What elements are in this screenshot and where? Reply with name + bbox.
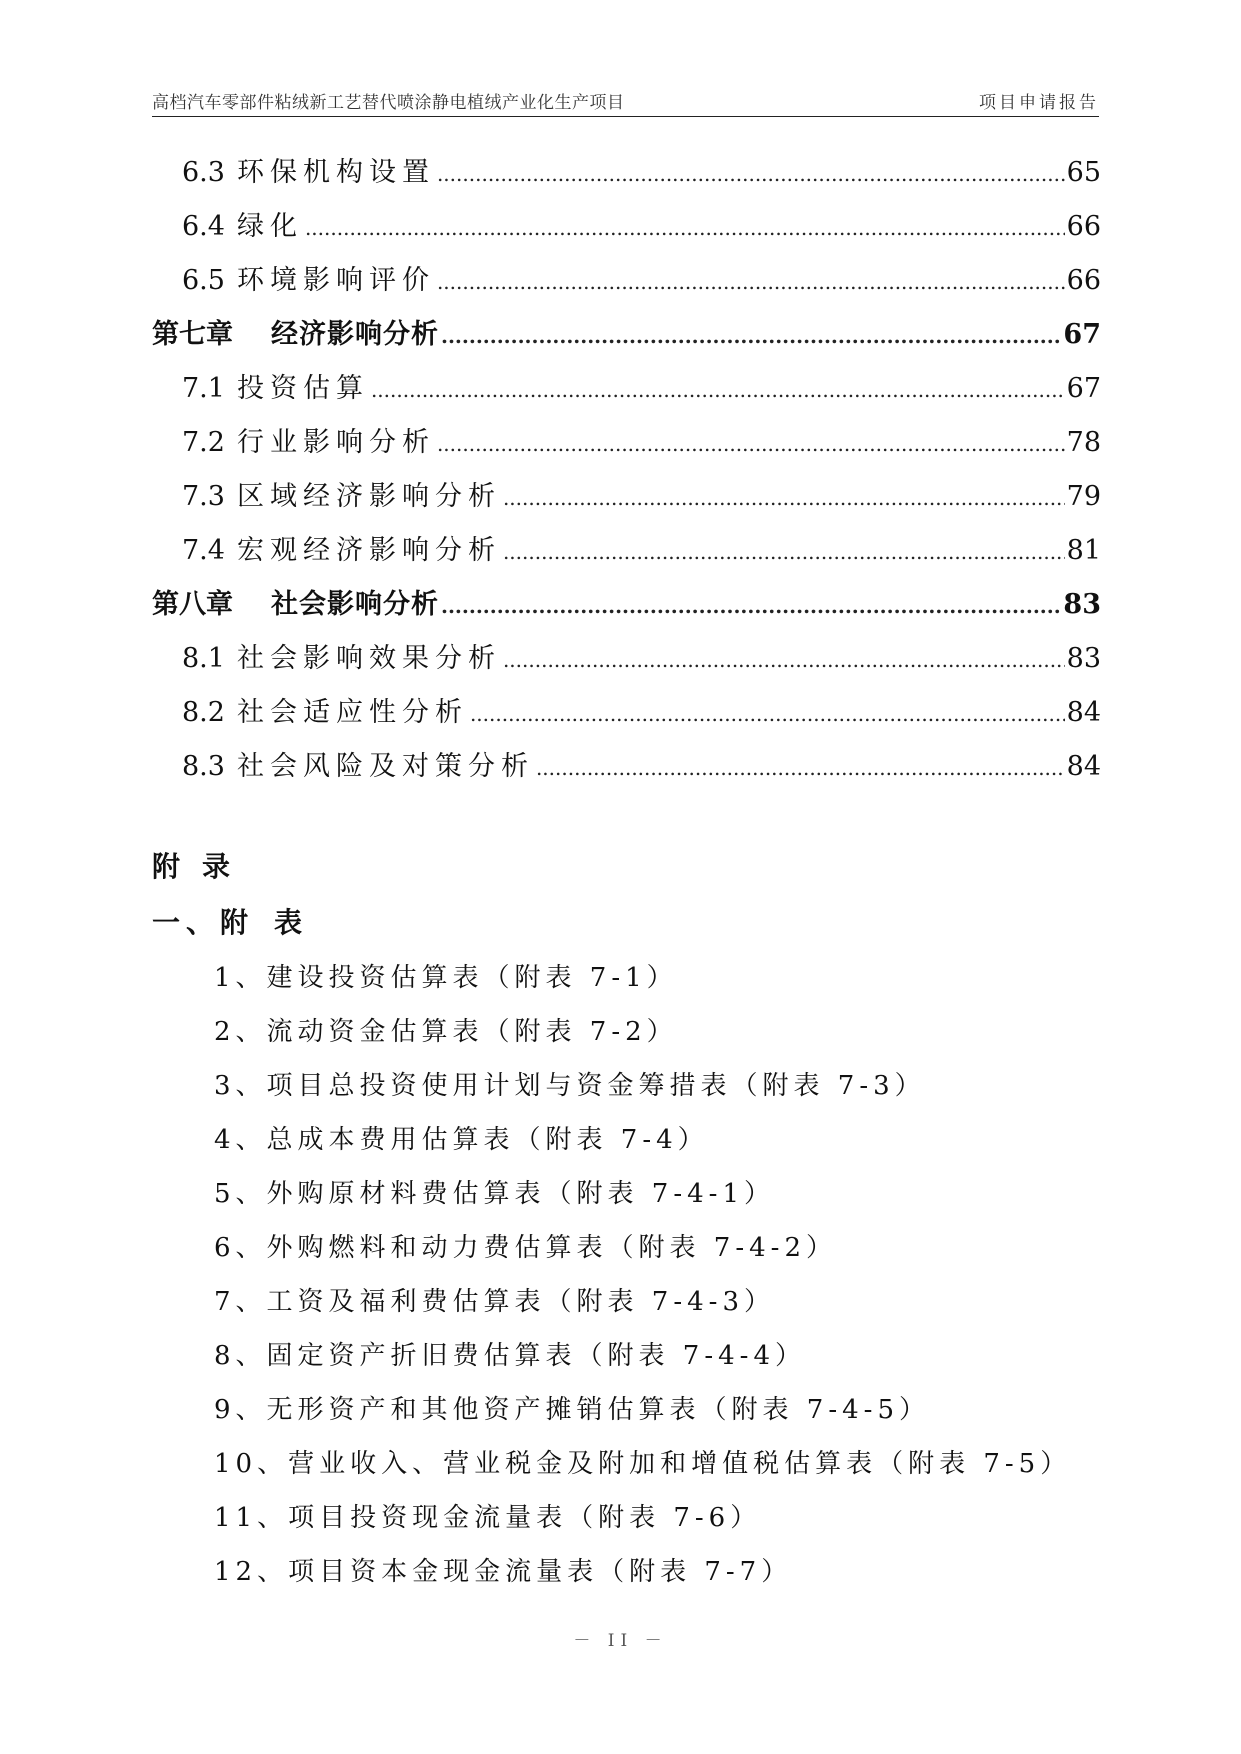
appendix-item-text: 6、外购燃料和动力费估算表（附表 7-4-2） xyxy=(214,1233,838,1263)
appendix-list xyxy=(152,957,1101,1605)
toc-entry-page: 79 xyxy=(1066,481,1101,512)
appendix-item[interactable] xyxy=(152,1335,1101,1389)
appendix-item-text: 1、建设投资估算表（附表 7-1） xyxy=(214,963,678,993)
toc-leader-dots xyxy=(305,216,1065,240)
toc-chapter-entry[interactable] xyxy=(152,582,1101,636)
toc-leader-dots xyxy=(470,702,1065,726)
toc-leader-dots xyxy=(503,648,1065,672)
toc-entry-number: 8.2 xyxy=(182,697,225,728)
toc-entry[interactable] xyxy=(152,636,1101,690)
appendix-item-text: 2、流动资金估算表（附表 7-2） xyxy=(214,1017,678,1047)
toc-entry[interactable] xyxy=(152,690,1101,744)
toc-entry-number: 6.3 xyxy=(182,157,225,188)
toc-entry[interactable] xyxy=(152,474,1101,528)
appendix-subheading-prefix: 一、 xyxy=(152,906,221,939)
appendix-item-text: 11、项目投资现金流量表（附表 7-6） xyxy=(214,1503,762,1533)
appendix-item-text: 3、项目总投资使用计划与资金筹措表（附表 7-3） xyxy=(214,1071,926,1101)
toc-leader-dots xyxy=(441,324,1061,348)
appendix-item-text: 10、营业收入、营业税金及附加和增值税估算表（附表 7-5） xyxy=(214,1449,1072,1479)
toc-entry-title: 绿化 xyxy=(236,211,303,242)
toc-entry[interactable] xyxy=(152,150,1101,204)
toc-chapter-label: 第七章 xyxy=(152,319,233,350)
toc-entry-number: 8.3 xyxy=(182,751,225,782)
toc-leader-dots xyxy=(441,594,1061,618)
toc-entry[interactable] xyxy=(152,528,1101,582)
toc-entry-number: 7.4 xyxy=(182,535,225,566)
toc-leader-dots xyxy=(503,486,1065,510)
toc-chapter-entry[interactable] xyxy=(152,312,1101,366)
toc-entry-title: 宏观经济影响分析 xyxy=(236,535,501,566)
toc-entry-number: 6.5 xyxy=(182,265,225,296)
toc-leader-dots xyxy=(437,432,1065,456)
appendix-item-text: 8、固定资产折旧费估算表（附表 7-4-4） xyxy=(214,1341,807,1371)
appendix-item[interactable] xyxy=(152,1389,1101,1443)
appendix-item[interactable] xyxy=(152,1497,1101,1551)
toc-entry-number: 7.1 xyxy=(182,373,225,404)
toc-entry-title: 社会适应性分析 xyxy=(236,697,468,728)
appendix-heading: 附录 xyxy=(152,850,253,883)
appendix-subheading xyxy=(152,901,1101,957)
toc-leader-dots xyxy=(503,540,1065,564)
toc-entry-page: 78 xyxy=(1066,427,1101,458)
appendix-item[interactable] xyxy=(152,1281,1101,1335)
appendix-item-text: 9、无形资产和其他资产摊销估算表（附表 7-4-5） xyxy=(214,1395,931,1425)
appendix-subheading-title: 附表 xyxy=(220,906,329,939)
toc-entry-page: 67 xyxy=(1063,319,1101,350)
toc-leader-dots xyxy=(536,756,1065,780)
appendix-item-text: 7、工资及福利费估算表（附表 7-4-3） xyxy=(214,1287,776,1317)
appendix-item-text: 12、项目资本金现金流量表（附表 7-7） xyxy=(214,1557,793,1587)
toc-entry-page: 65 xyxy=(1066,157,1101,188)
toc-chapter-title: 经济影响分析 xyxy=(271,319,439,350)
toc-entry-page: 84 xyxy=(1066,751,1101,782)
toc-entry[interactable] xyxy=(152,258,1101,312)
toc-entry-page: 67 xyxy=(1066,373,1101,404)
header-title: 高档汽车零部件粘绒新工艺替代喷涂静电植绒产业化生产项目 xyxy=(152,93,625,113)
toc-entry-number: 7.3 xyxy=(182,481,225,512)
page-number: － II － xyxy=(573,1631,668,1651)
appendix-item[interactable] xyxy=(152,1011,1101,1065)
table-of-contents xyxy=(152,150,1101,798)
appendix-item-text: 4、总成本费用估算表（附表 7-4） xyxy=(214,1125,709,1155)
toc-entry-title: 社会影响效果分析 xyxy=(236,643,501,674)
toc-entry-page: 66 xyxy=(1066,265,1101,296)
toc-leader-dots xyxy=(371,378,1065,402)
toc-entry[interactable] xyxy=(152,744,1101,798)
toc-entry-title: 行业影响分析 xyxy=(236,427,435,458)
appendix-item[interactable] xyxy=(152,1227,1101,1281)
toc-chapter-label: 第八章 xyxy=(152,589,233,620)
appendix-item[interactable] xyxy=(152,957,1101,1011)
toc-entry-title: 区域经济影响分析 xyxy=(236,481,501,512)
toc-entry[interactable] xyxy=(152,366,1101,420)
page-header xyxy=(152,86,1099,117)
appendix-item[interactable] xyxy=(152,1443,1101,1497)
toc-entry-page: 84 xyxy=(1066,697,1101,728)
header-doc-type: 项目申请报告 xyxy=(979,93,1099,113)
toc-entry-title: 环保机构设置 xyxy=(236,157,435,188)
appendix-item[interactable] xyxy=(152,1119,1101,1173)
toc-leader-dots xyxy=(437,162,1065,186)
toc-entry-title: 社会风险及对策分析 xyxy=(236,751,534,782)
toc-entry-number: 7.2 xyxy=(182,427,225,458)
toc-entry-number: 8.1 xyxy=(182,643,225,674)
toc-chapter-title: 社会影响分析 xyxy=(271,589,439,620)
appendix-item[interactable] xyxy=(152,1065,1101,1119)
toc-entry-page: 81 xyxy=(1066,535,1101,566)
toc-entry-page: 83 xyxy=(1063,589,1101,620)
appendix-item[interactable] xyxy=(152,1173,1101,1227)
appendix-section xyxy=(152,845,1101,1605)
appendix-item-text: 5、外购原材料费估算表（附表 7-4-1） xyxy=(214,1179,776,1209)
toc-entry-page: 66 xyxy=(1066,211,1101,242)
toc-entry[interactable] xyxy=(152,204,1101,258)
toc-entry-title: 环境影响评价 xyxy=(236,265,435,296)
toc-entry-page: 83 xyxy=(1066,643,1101,674)
toc-entry-title: 投资估算 xyxy=(236,373,369,404)
toc-entry-number: 6.4 xyxy=(182,211,225,242)
toc-leader-dots xyxy=(437,270,1065,294)
toc-entry[interactable] xyxy=(152,420,1101,474)
appendix-item[interactable] xyxy=(152,1551,1101,1605)
